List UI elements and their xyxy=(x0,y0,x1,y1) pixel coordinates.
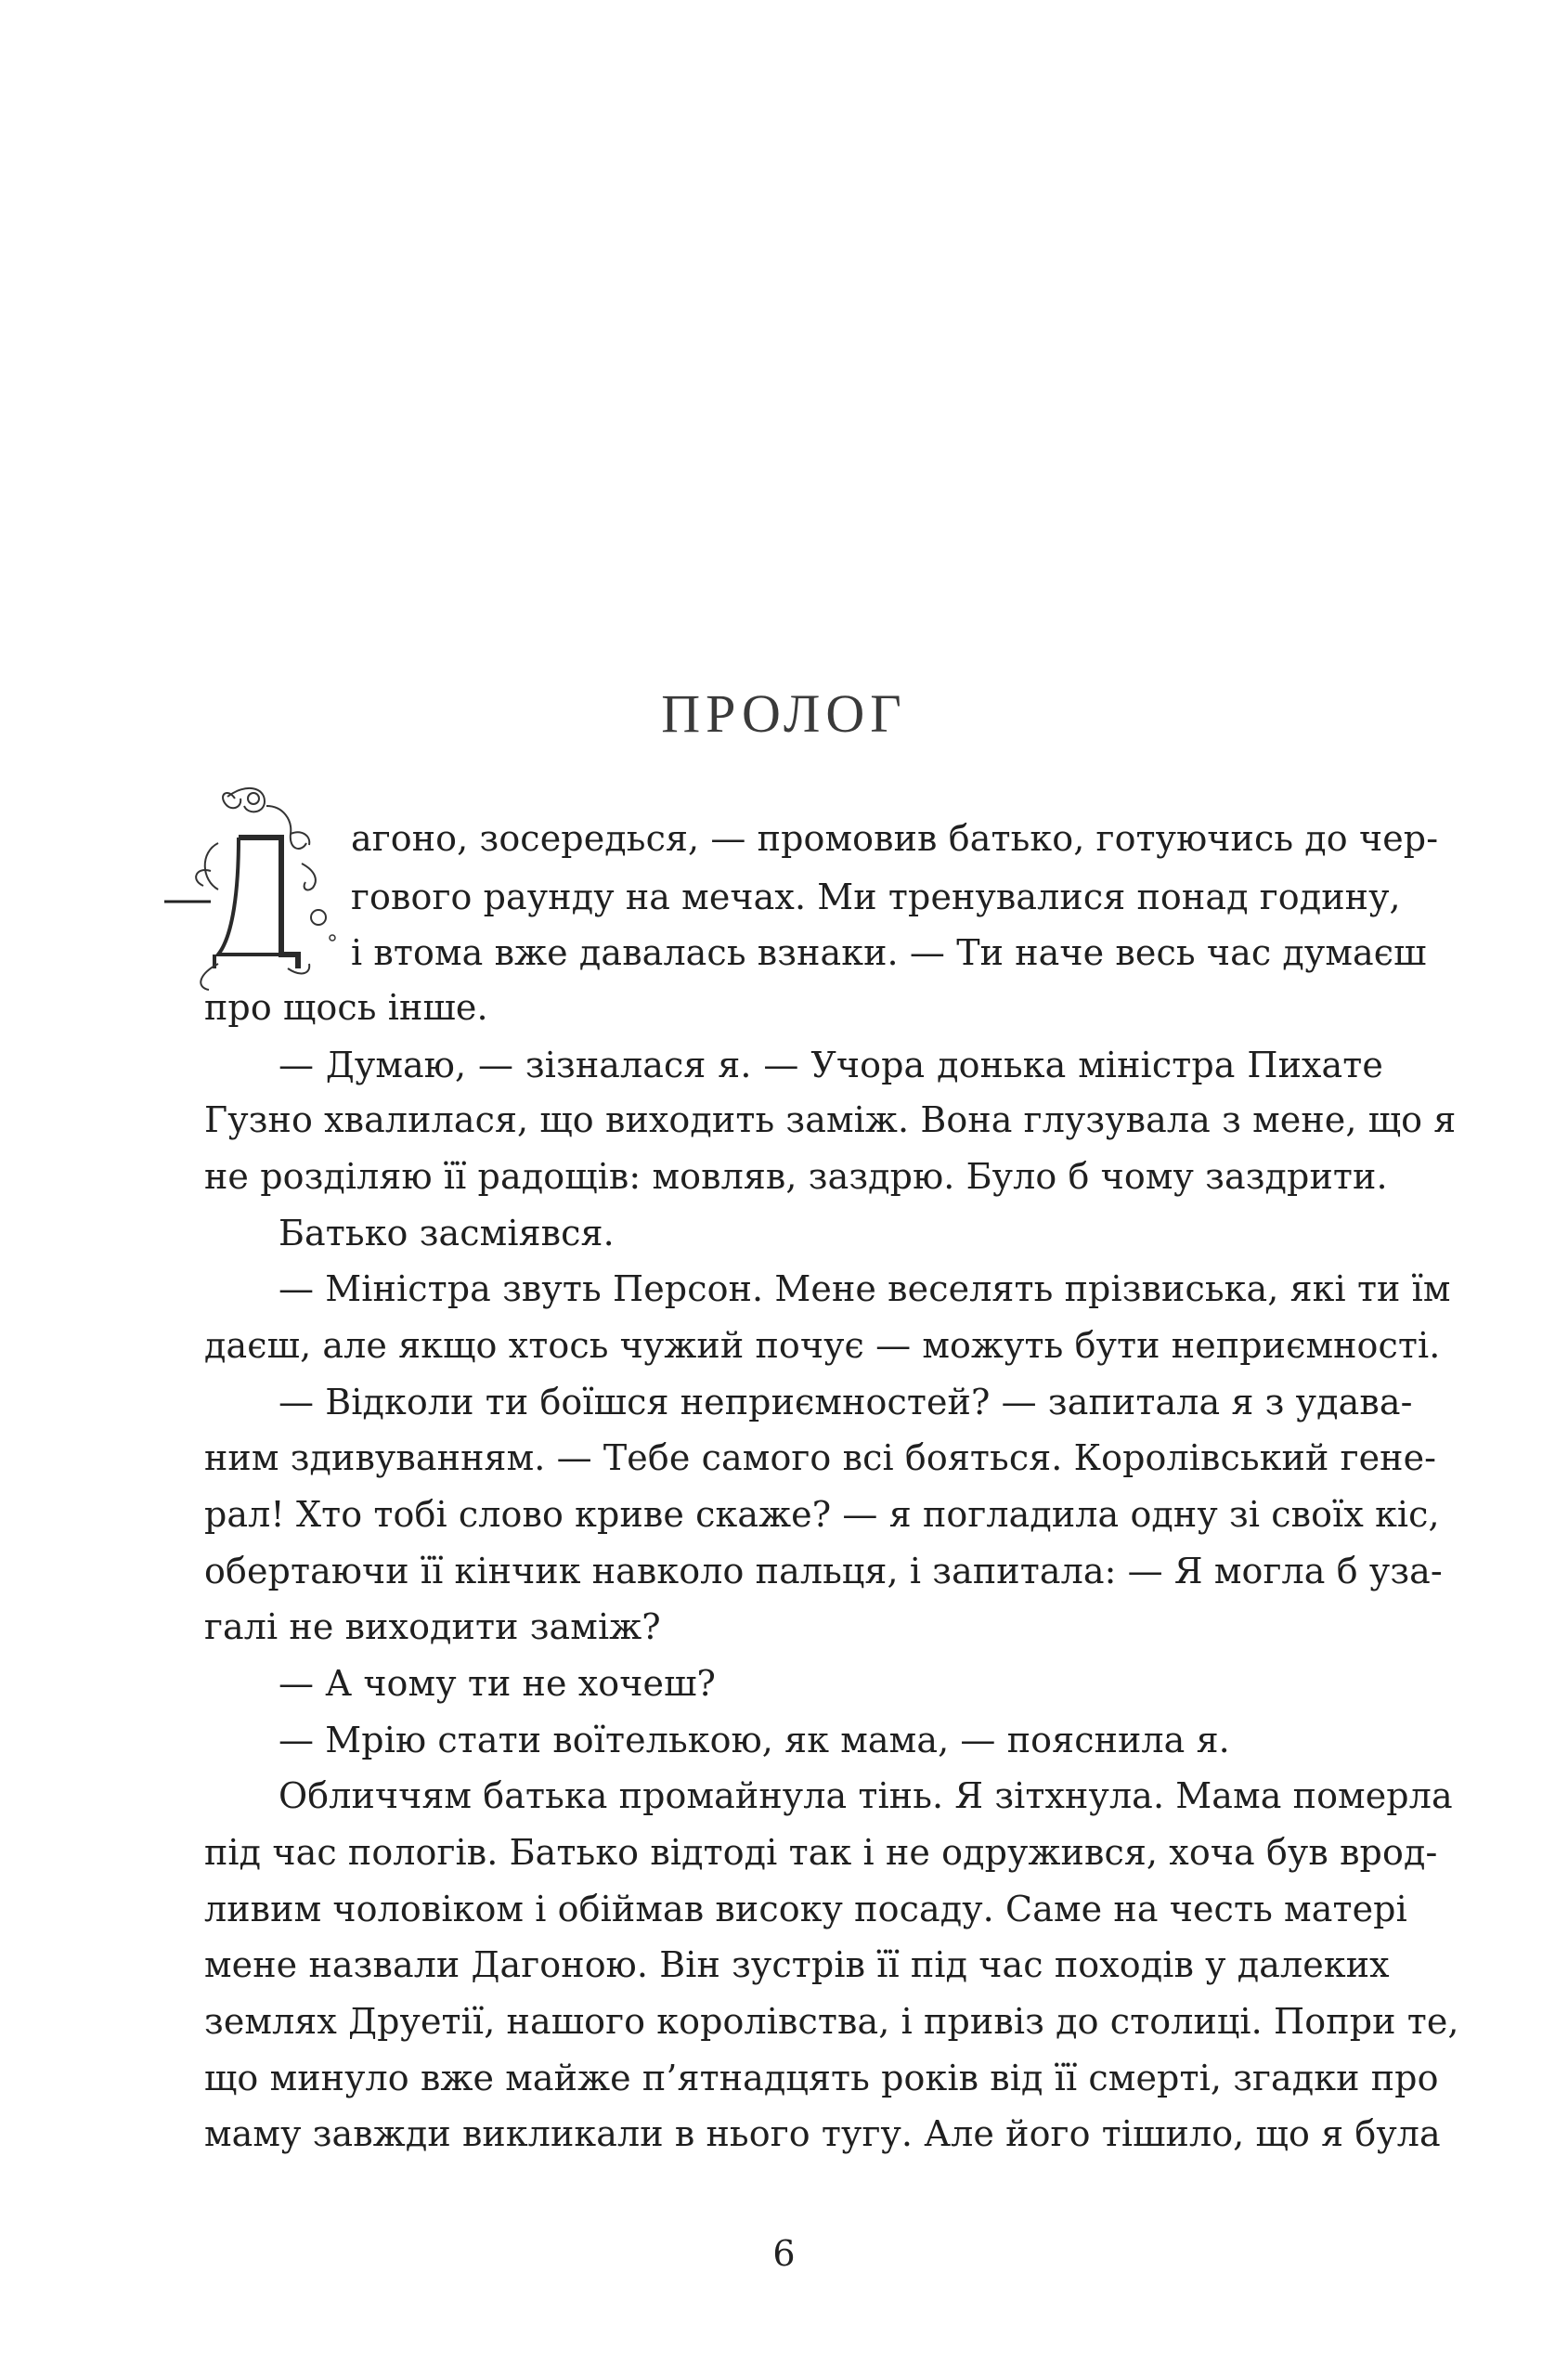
paragraph-line: не розділяю її радощів: мовляв, заздрю. Було б чому заздрити. xyxy=(204,1156,1388,1197)
paragraph-line: Обличчям батька промайнула тінь. Я зітхнула. Мама померла xyxy=(279,1775,1453,1816)
paragraph-line: — Мрію стати воїтелькою, як мама, — пояснила я. xyxy=(279,1720,1230,1760)
paragraph-line: і втома вже давалась взнаки. — Ти наче весь час думаєш xyxy=(351,932,1427,973)
paragraph-line: галі не виходити заміж? xyxy=(204,1606,661,1647)
paragraph-line: землях Друетії, нашого королівства, і привіз до столиці. Попри те, xyxy=(204,2001,1459,2042)
paragraph-line: ним здивуванням. — Тебе самого всі бояться. Королівський гене- xyxy=(204,1437,1437,1478)
paragraph-line: Гузно хвалилася, що виходить заміж. Вона глузувала з мене, що я xyxy=(204,1099,1457,1140)
drop-cap-ornament-icon xyxy=(162,778,348,992)
paragraph-line: обертаючи її кінчик навколо пальця, і запитала: — Я могла б уза- xyxy=(204,1551,1443,1591)
paragraph-line: рал! Хто тобі слово криве скаже? — я погладила одну зі своїх кіс, xyxy=(204,1494,1440,1535)
paragraph-line: мене назвали Дагоною. Він зустрів її під час походів у далеких xyxy=(204,1944,1390,1985)
paragraph-line: агоно, зосередься, — промовив батько, готуючись до чер- xyxy=(351,818,1439,859)
paragraph-line: — Відколи ти боїшся неприємностей? — запитала я з удава- xyxy=(279,1382,1413,1422)
paragraph-line: — Міністра звуть Персон. Мене веселять прізвиська, які ти їм xyxy=(279,1268,1451,1309)
paragraph-line: гового раунду на мечах. Ми тренувалися понад годину, xyxy=(351,877,1401,917)
paragraph-line: маму завжди викликали в нього тугу. Але його тішило, що я була xyxy=(204,2113,1441,2154)
paragraph-line: Батько засміявся. xyxy=(279,1213,615,1253)
paragraph-line: про щось інше. xyxy=(204,987,488,1028)
page-number: 6 xyxy=(772,2233,796,2274)
paragraph-line: під час пологів. Батько відтоді так і не одружився, хоча був врод- xyxy=(204,1832,1438,1873)
ornamental-drop-cap xyxy=(162,778,348,992)
paragraph-line: даєш, але якщо хтось чужий почує — можуть бути неприємності. xyxy=(204,1325,1441,1366)
paragraph-line: — Думаю, — зізналася я. — Учора донька міністра Пихате xyxy=(279,1045,1383,1085)
paragraph-line: — А чому ти не хочеш? xyxy=(279,1663,716,1704)
chapter-title: ПРОЛОГ xyxy=(661,683,907,744)
paragraph-line: ливим чоловіком і обіймав високу посаду. Саме на честь матері xyxy=(204,1889,1407,1929)
paragraph-line: що минуло вже майже п’ятнадцять років від її смерті, згадки про xyxy=(204,2058,1439,2098)
